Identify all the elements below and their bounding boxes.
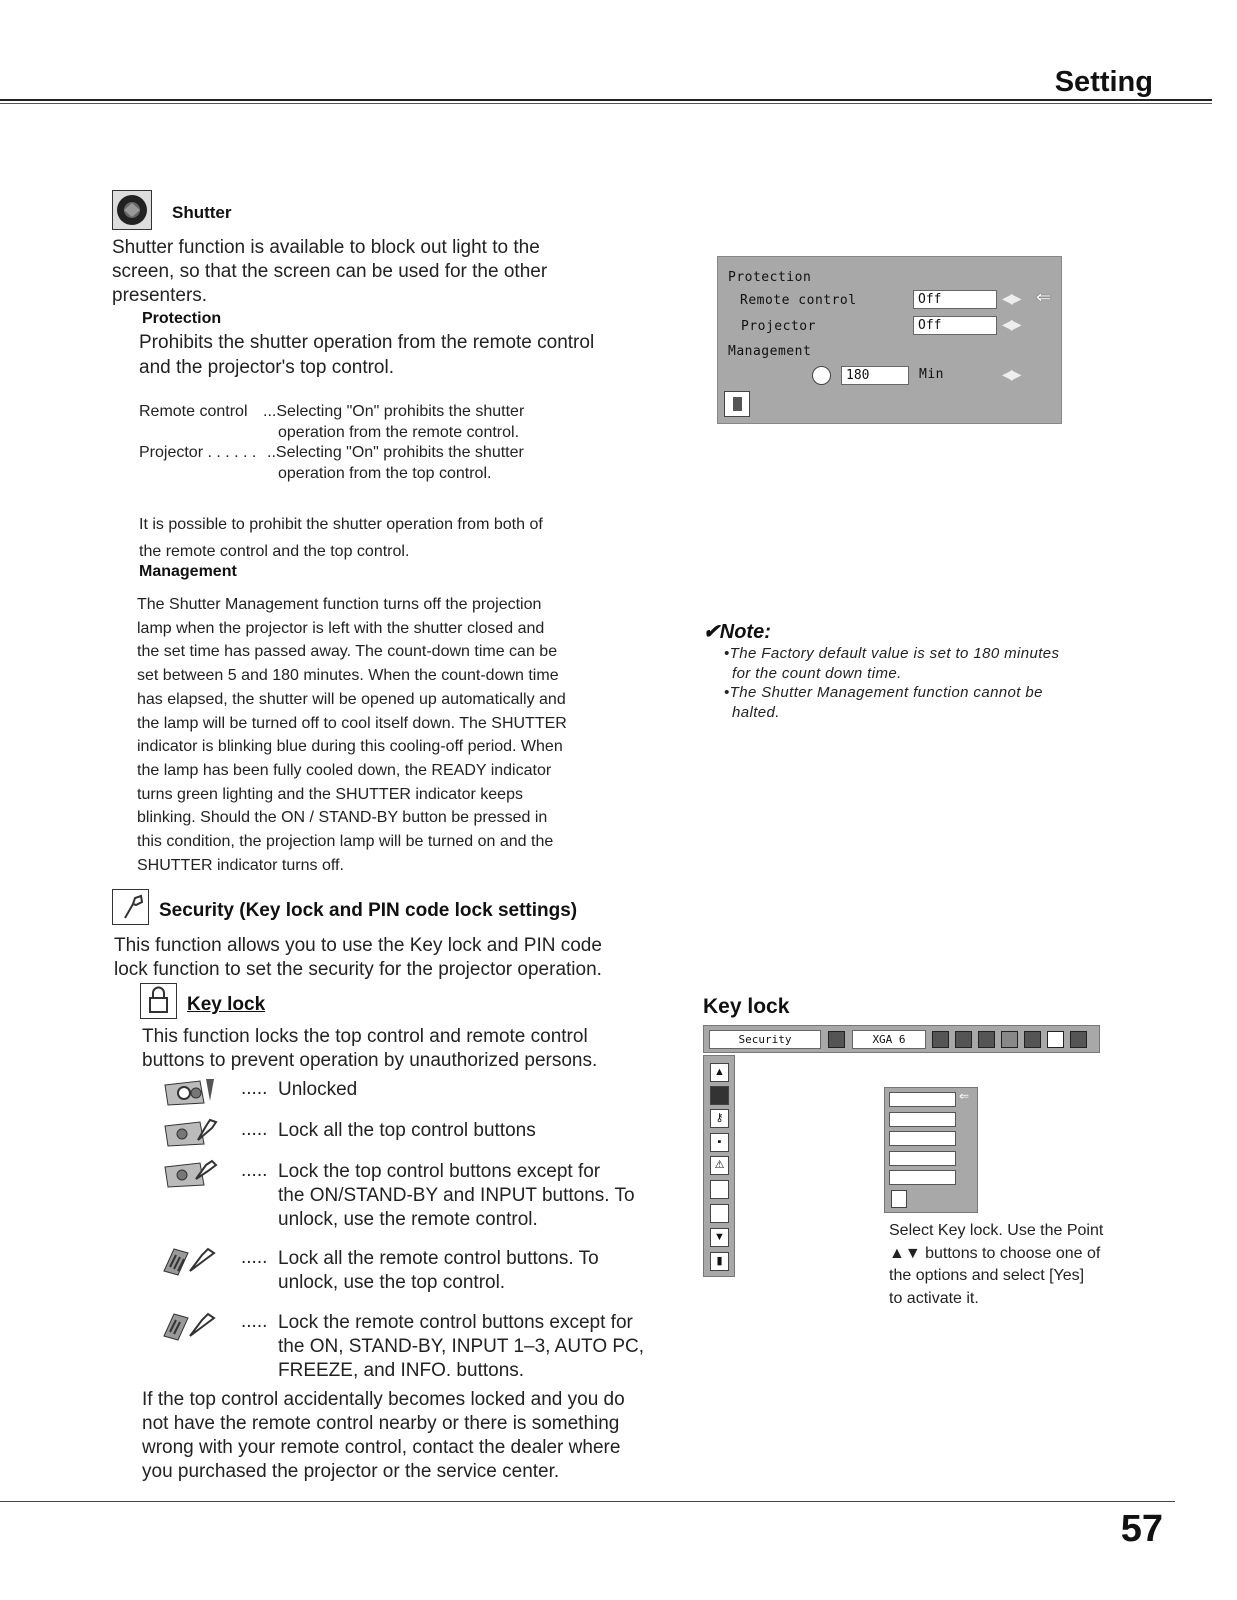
menu-management-label: Management (728, 344, 812, 359)
security-intro: This function allows you to use the Key lock and PIN code lock function to set the security for the projector operation. (114, 935, 602, 980)
padlock-icon (140, 983, 177, 1019)
pin-lock-icon[interactable] (710, 1180, 729, 1199)
shutter-title: Shutter (172, 203, 232, 222)
option-2-text: Lock all the top control buttons (278, 1120, 536, 1141)
projector-term: Projector . . . . . . (139, 444, 257, 461)
minutes-unit: Min (919, 367, 944, 382)
keylock-panel-title: Key lock (703, 995, 790, 1018)
check-icon: ✔ (703, 621, 720, 643)
keylock-caption: Select Key lock. Use the Point ▲▼ buttons to choose one of the options and select [Yes] to activate it. (889, 1222, 1104, 1307)
footer-rule (0, 1501, 1175, 1502)
input-icon[interactable] (828, 1031, 845, 1048)
pointer-arrow-icon: ⇐ (1036, 287, 1052, 307)
selection-pointer-icon: ⇐ (959, 1089, 970, 1103)
security-key-icon (112, 889, 149, 925)
warning-icon[interactable]: ⚠ (710, 1156, 729, 1175)
projector-arrows-icon[interactable]: ◀▶ (1002, 316, 1020, 332)
exit-icon[interactable] (724, 391, 750, 417)
shutter-menu-icon[interactable] (710, 1086, 729, 1105)
option-3-text: Lock the top control buttons except for the ON/STAND-BY and INPUT buttons. To unlock, use the remote control. (278, 1161, 635, 1230)
keylock-options-menu (884, 1087, 978, 1213)
remote-lock-partial-icon (162, 1310, 218, 1340)
projector-desc: ..Selecting "On" prohibits the shutter operation from the top control. (267, 444, 524, 482)
scroll-down-icon[interactable]: ▼ (710, 1228, 729, 1247)
protection-both: It is possible to prohibit the shutter operation from both of the remote control and the top control. (139, 516, 543, 560)
remote-control-term: Remote control (139, 403, 248, 420)
option-1-dots: ..... (241, 1078, 268, 1099)
option-4-dots: ..... (241, 1247, 268, 1268)
management-title: Management (139, 563, 237, 580)
remote-arrows-icon[interactable]: ◀▶ (1002, 290, 1020, 306)
scroll-up-icon[interactable]: ▲ (710, 1063, 729, 1082)
menu-name-label: Security (709, 1030, 821, 1049)
keylock-footer: If the top control accidentally becomes locked and you do not have the remote control nearby or there is something wrong with your remote control, contact the dealer where you purchased the projector or the service center. (142, 1389, 625, 1482)
note-item-2: •The Shutter Management function cannot be halted. (724, 684, 1043, 721)
sidebar-exit-icon[interactable]: ▮ (710, 1252, 729, 1271)
sound-icon[interactable] (1024, 1031, 1041, 1048)
header-rule-thin (0, 103, 1212, 104)
security-title: Security (Key lock and PIN code lock settings) (159, 900, 578, 921)
setting-icon[interactable] (1047, 1031, 1064, 1048)
source-label: XGA 6 (852, 1030, 926, 1049)
option-4-text: Lock all the remote control buttons. To unlock, use the top control. (278, 1248, 599, 1293)
protection-title: Protection (142, 310, 222, 327)
remote-control-desc: ...Selecting "On" prohibits the shutter operation from the remote control. (263, 403, 525, 441)
keylock-option-remote-partial[interactable] (889, 1170, 956, 1185)
menu-projector-label: Projector (741, 319, 816, 334)
keylock-option-remote-all[interactable] (889, 1151, 956, 1166)
keylock-option-top-all[interactable] (889, 1112, 956, 1127)
keylock-menu-icon[interactable]: ⚷ (710, 1109, 729, 1128)
minutes-field[interactable]: 180 (841, 366, 909, 385)
option-3-dots: ..... (241, 1160, 268, 1181)
management-desc: The Shutter Management function turns off the projection lamp when the projector is left with the shutter closed and the set time has passed away. The count-down time can be set between 5 and 180 minutes. When the count-down time has elapsed, the shutter will be opened up automatically and the lamp will be turned off to cool itself down. The SHUTTER indicator is blinking blue during this cooling-off period. When the lamp has been fully cooled down, the READY indicator turns green lighting and the SHUTTER indicator keeps blinking. Should the ON / STAND-BY button be pressed in this condition, the projection lamp will be turned on and the SHUTTER indicator turns off. (137, 596, 567, 874)
option-5-text: Lock the remote control buttons except for the ON, STAND-BY, INPUT 1–3, AUTO PC, FREEZE, and INFO. buttons. (278, 1312, 645, 1381)
option-2-dots: ..... (241, 1119, 268, 1140)
option-1-text: Unlocked (278, 1079, 358, 1100)
projector-field[interactable]: Off (913, 316, 997, 335)
note-title: ✔Note: (703, 621, 771, 643)
menu-protection-label: Protection (728, 270, 812, 285)
screen-icon[interactable] (1001, 1031, 1018, 1048)
display-menu-icon[interactable]: ▪ (710, 1133, 729, 1152)
minutes-arrows-icon[interactable]: ◀▶ (1002, 366, 1020, 382)
shutter-intro: Shutter function is available to block out light to the screen, so that the screen can be used for the other presenters. (112, 237, 548, 306)
page-section-title: Setting (1054, 66, 1153, 98)
image-adjust-icon[interactable] (978, 1031, 995, 1048)
tools-icon[interactable] (710, 1204, 729, 1223)
keylock-option-top-partial[interactable] (889, 1131, 956, 1146)
pc-adjust-icon[interactable] (932, 1031, 949, 1048)
security-sidebar (703, 1055, 735, 1277)
timer-icon (812, 366, 831, 385)
page-number: 57 (1120, 1508, 1163, 1550)
keylock-title: Key lock (187, 994, 266, 1015)
top-lock-all-icon (162, 1116, 218, 1146)
keylock-desc: This function locks the top control and remote control buttons to prevent operation by unauthorized persons. (142, 1026, 598, 1071)
remote-lock-all-icon (162, 1245, 218, 1275)
header-rule (0, 99, 1212, 101)
info-icon[interactable] (1070, 1031, 1087, 1048)
keylock-option-unlocked[interactable] (889, 1092, 956, 1107)
option-5-dots: ..... (241, 1311, 268, 1332)
top-lock-partial-icon (162, 1157, 218, 1187)
submenu-exit-icon[interactable] (891, 1190, 907, 1208)
protection-menu (717, 256, 1062, 424)
note-item-1: •The Factory default value is set to 180 minutes for the count down time. (724, 645, 1060, 682)
menu-remote-label: Remote control (740, 293, 857, 308)
image-select-icon[interactable] (955, 1031, 972, 1048)
protection-desc: Prohibits the shutter operation from the remote control and the projector's top control. (139, 332, 595, 378)
shutter-icon (112, 190, 152, 230)
remote-control-field[interactable]: Off (913, 290, 997, 309)
unlocked-icon (162, 1075, 218, 1105)
security-menu-bar (703, 1025, 1100, 1053)
